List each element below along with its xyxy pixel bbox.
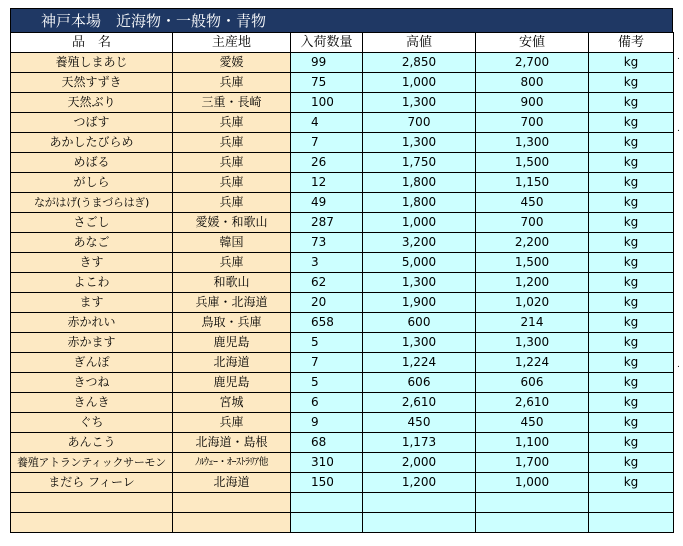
cell-high: 1,300 bbox=[363, 273, 476, 293]
cell-low: 2,610 bbox=[476, 393, 589, 413]
table-row bbox=[11, 473, 674, 493]
cell-origin: 北海道 bbox=[173, 473, 291, 493]
cell-high: 2,850 bbox=[363, 53, 476, 73]
cell-high: 1,200 bbox=[363, 473, 476, 493]
cell-unit: kg bbox=[589, 193, 674, 213]
table-row bbox=[11, 213, 674, 233]
cell-origin: 兵庫 bbox=[173, 153, 291, 173]
table-row bbox=[11, 393, 674, 413]
cell-low: 1,500 bbox=[476, 153, 589, 173]
cell-origin: 鹿児島 bbox=[173, 333, 291, 353]
cell-quantity: 5 bbox=[291, 333, 363, 353]
cell-name: 養殖しまあじ bbox=[11, 53, 173, 73]
cell-quantity: 6 bbox=[291, 393, 363, 413]
cell-origin: 宮城 bbox=[173, 393, 291, 413]
table-row bbox=[11, 193, 674, 213]
cell-low: 1,300 bbox=[476, 133, 589, 153]
header-name: 品 名 bbox=[11, 33, 173, 53]
header-note: 備考 bbox=[589, 33, 674, 53]
cell-name: 天然すずき bbox=[11, 73, 173, 93]
cell-high: 1,800 bbox=[363, 193, 476, 213]
cell-quantity: 73 bbox=[291, 233, 363, 253]
side-mark: . bbox=[677, 360, 680, 370]
cell-high: 1,800 bbox=[363, 173, 476, 193]
cell-name: さごし bbox=[11, 213, 173, 233]
cell-origin: 兵庫 bbox=[173, 253, 291, 273]
cell-low: 800 bbox=[476, 73, 589, 93]
cell-name: 赤かれい bbox=[11, 313, 173, 333]
cell-high bbox=[363, 493, 476, 513]
table-row bbox=[11, 453, 674, 473]
cell-low: 1,224 bbox=[476, 353, 589, 373]
cell-low: 2,700 bbox=[476, 53, 589, 73]
cell-name: がしら bbox=[11, 173, 173, 193]
cell-origin: 和歌山 bbox=[173, 273, 291, 293]
cell-quantity: 9 bbox=[291, 413, 363, 433]
cell-origin: 鳥取・兵庫 bbox=[173, 313, 291, 333]
table-row bbox=[11, 313, 674, 333]
table-row bbox=[11, 333, 674, 353]
cell-name: 赤かます bbox=[11, 333, 173, 353]
cell-high: 700 bbox=[363, 113, 476, 133]
cell-quantity: 49 bbox=[291, 193, 363, 213]
cell-unit: kg bbox=[589, 133, 674, 153]
cell-low: 1,300 bbox=[476, 333, 589, 353]
cell-origin: 北海道・島根 bbox=[173, 433, 291, 453]
cell-origin: 兵庫・北海道 bbox=[173, 293, 291, 313]
cell-name: ぐち bbox=[11, 413, 173, 433]
header-high: 高値 bbox=[363, 33, 476, 53]
cell-quantity: 310 bbox=[291, 453, 363, 473]
table-row bbox=[11, 73, 674, 93]
table-row bbox=[11, 233, 674, 253]
cell-unit: kg bbox=[589, 253, 674, 273]
cell-low bbox=[476, 513, 589, 533]
cell-high: 450 bbox=[363, 413, 476, 433]
cell-unit: kg bbox=[589, 353, 674, 373]
cell-name: きんき bbox=[11, 393, 173, 413]
cell-name bbox=[11, 513, 173, 533]
cell-unit bbox=[589, 513, 674, 533]
table-row bbox=[11, 113, 674, 133]
cell-low: 1,500 bbox=[476, 253, 589, 273]
cell-unit: kg bbox=[589, 173, 674, 193]
cell-quantity bbox=[291, 493, 363, 513]
cell-low: 1,020 bbox=[476, 293, 589, 313]
cell-unit: kg bbox=[589, 153, 674, 173]
cell-unit: kg bbox=[589, 113, 674, 133]
cell-high: 5,000 bbox=[363, 253, 476, 273]
table-row bbox=[11, 353, 674, 373]
header-low: 安値 bbox=[476, 33, 589, 53]
side-mark: . bbox=[677, 124, 680, 134]
cell-origin: 鹿児島 bbox=[173, 373, 291, 393]
header-row bbox=[11, 33, 674, 53]
table-row bbox=[11, 173, 674, 193]
table-row bbox=[11, 433, 674, 453]
table-row bbox=[11, 93, 674, 113]
cell-high: 600 bbox=[363, 313, 476, 333]
cell-name: きす bbox=[11, 253, 173, 273]
cell-quantity: 3 bbox=[291, 253, 363, 273]
cell-origin: ﾉﾙｳｪｰ・ｵｰｽﾄﾗﾘｱ他 bbox=[173, 453, 291, 473]
cell-quantity: 100 bbox=[291, 93, 363, 113]
cell-low bbox=[476, 493, 589, 513]
cell-high: 3,200 bbox=[363, 233, 476, 253]
table-row bbox=[11, 373, 674, 393]
cell-quantity: 20 bbox=[291, 293, 363, 313]
cell-quantity: 12 bbox=[291, 173, 363, 193]
cell-high: 1,000 bbox=[363, 213, 476, 233]
cell-high: 1,173 bbox=[363, 433, 476, 453]
cell-low: 1,150 bbox=[476, 173, 589, 193]
cell-unit: kg bbox=[589, 293, 674, 313]
cell-unit: kg bbox=[589, 53, 674, 73]
cell-name: あかしたびらめ bbox=[11, 133, 173, 153]
cell-low: 900 bbox=[476, 93, 589, 113]
cell-origin: 兵庫 bbox=[173, 133, 291, 153]
cell-name: まだら フィーレ bbox=[11, 473, 173, 493]
table-row bbox=[11, 253, 674, 273]
cell-unit: kg bbox=[589, 433, 674, 453]
cell-low: 700 bbox=[476, 213, 589, 233]
cell-origin: 三重・長崎 bbox=[173, 93, 291, 113]
cell-unit: kg bbox=[589, 213, 674, 233]
table-row bbox=[11, 273, 674, 293]
cell-unit: kg bbox=[589, 373, 674, 393]
cell-name: あんこう bbox=[11, 433, 173, 453]
cell-name: ぎんぽ bbox=[11, 353, 173, 373]
cell-low: 214 bbox=[476, 313, 589, 333]
price-sheet bbox=[10, 8, 673, 533]
table-row bbox=[11, 413, 674, 433]
cell-origin: 兵庫 bbox=[173, 413, 291, 433]
table-row bbox=[11, 293, 674, 313]
cell-high: 606 bbox=[363, 373, 476, 393]
cell-origin: 愛媛・和歌山 bbox=[173, 213, 291, 233]
cell-low: 450 bbox=[476, 193, 589, 213]
cell-origin bbox=[173, 493, 291, 513]
cell-low: 1,700 bbox=[476, 453, 589, 473]
cell-high: 2,000 bbox=[363, 453, 476, 473]
cell-high: 1,224 bbox=[363, 353, 476, 373]
cell-unit: kg bbox=[589, 313, 674, 333]
header-quantity: 入荷数量 bbox=[291, 33, 363, 53]
cell-quantity: 75 bbox=[291, 73, 363, 93]
cell-unit: kg bbox=[589, 273, 674, 293]
cell-quantity: 4 bbox=[291, 113, 363, 133]
cell-origin: 兵庫 bbox=[173, 73, 291, 93]
cell-name: 天然ぶり bbox=[11, 93, 173, 113]
cell-high: 1,300 bbox=[363, 93, 476, 113]
cell-name: つばす bbox=[11, 113, 173, 133]
cell-quantity: 7 bbox=[291, 133, 363, 153]
cell-low: 700 bbox=[476, 113, 589, 133]
cell-high: 1,000 bbox=[363, 73, 476, 93]
table-row bbox=[11, 133, 674, 153]
cell-low: 1,000 bbox=[476, 473, 589, 493]
cell-quantity: 68 bbox=[291, 433, 363, 453]
cell-high: 2,610 bbox=[363, 393, 476, 413]
price-table bbox=[10, 32, 674, 533]
table-row bbox=[11, 153, 674, 173]
cell-name: めばる bbox=[11, 153, 173, 173]
cell-high bbox=[363, 513, 476, 533]
cell-unit bbox=[589, 493, 674, 513]
cell-unit: kg bbox=[589, 233, 674, 253]
cell-name: 養殖アトランティックサーモン bbox=[11, 453, 173, 473]
cell-low: 2,200 bbox=[476, 233, 589, 253]
cell-unit: kg bbox=[589, 413, 674, 433]
cell-quantity: 658 bbox=[291, 313, 363, 333]
cell-quantity bbox=[291, 513, 363, 533]
cell-low: 1,200 bbox=[476, 273, 589, 293]
cell-low: 1,100 bbox=[476, 433, 589, 453]
cell-quantity: 99 bbox=[291, 53, 363, 73]
cell-name: あなご bbox=[11, 233, 173, 253]
cell-origin: 北海道 bbox=[173, 353, 291, 373]
cell-quantity: 26 bbox=[291, 153, 363, 173]
cell-unit: kg bbox=[589, 453, 674, 473]
cell-quantity: 62 bbox=[291, 273, 363, 293]
cell-low: 450 bbox=[476, 413, 589, 433]
cell-origin: 兵庫 bbox=[173, 193, 291, 213]
cell-origin: 兵庫 bbox=[173, 113, 291, 133]
cell-name bbox=[11, 493, 173, 513]
cell-unit: kg bbox=[589, 473, 674, 493]
cell-origin bbox=[173, 513, 291, 533]
cell-name: きつね bbox=[11, 373, 173, 393]
cell-origin: 韓国 bbox=[173, 233, 291, 253]
cell-unit: kg bbox=[589, 93, 674, 113]
cell-high: 1,750 bbox=[363, 153, 476, 173]
cell-name: よこわ bbox=[11, 273, 173, 293]
table-row bbox=[11, 513, 674, 533]
cell-name: ながはげ(うまづらはぎ) bbox=[11, 193, 173, 213]
cell-origin: 兵庫 bbox=[173, 173, 291, 193]
table-row bbox=[11, 53, 674, 73]
cell-quantity: 150 bbox=[291, 473, 363, 493]
cell-high: 1,300 bbox=[363, 333, 476, 353]
cell-unit: kg bbox=[589, 333, 674, 353]
cell-unit: kg bbox=[589, 393, 674, 413]
cell-quantity: 5 bbox=[291, 373, 363, 393]
header-origin: 主産地 bbox=[173, 33, 291, 53]
cell-unit: kg bbox=[589, 73, 674, 93]
cell-low: 606 bbox=[476, 373, 589, 393]
cell-quantity: 287 bbox=[291, 213, 363, 233]
table-row bbox=[11, 493, 674, 513]
side-mark: . bbox=[677, 52, 680, 62]
cell-high: 1,300 bbox=[363, 133, 476, 153]
cell-quantity: 7 bbox=[291, 353, 363, 373]
cell-origin: 愛媛 bbox=[173, 53, 291, 73]
cell-name: ます bbox=[11, 293, 173, 313]
cell-high: 1,900 bbox=[363, 293, 476, 313]
sheet-title: 神戸本場 近海物・一般物・青物 bbox=[10, 8, 673, 32]
